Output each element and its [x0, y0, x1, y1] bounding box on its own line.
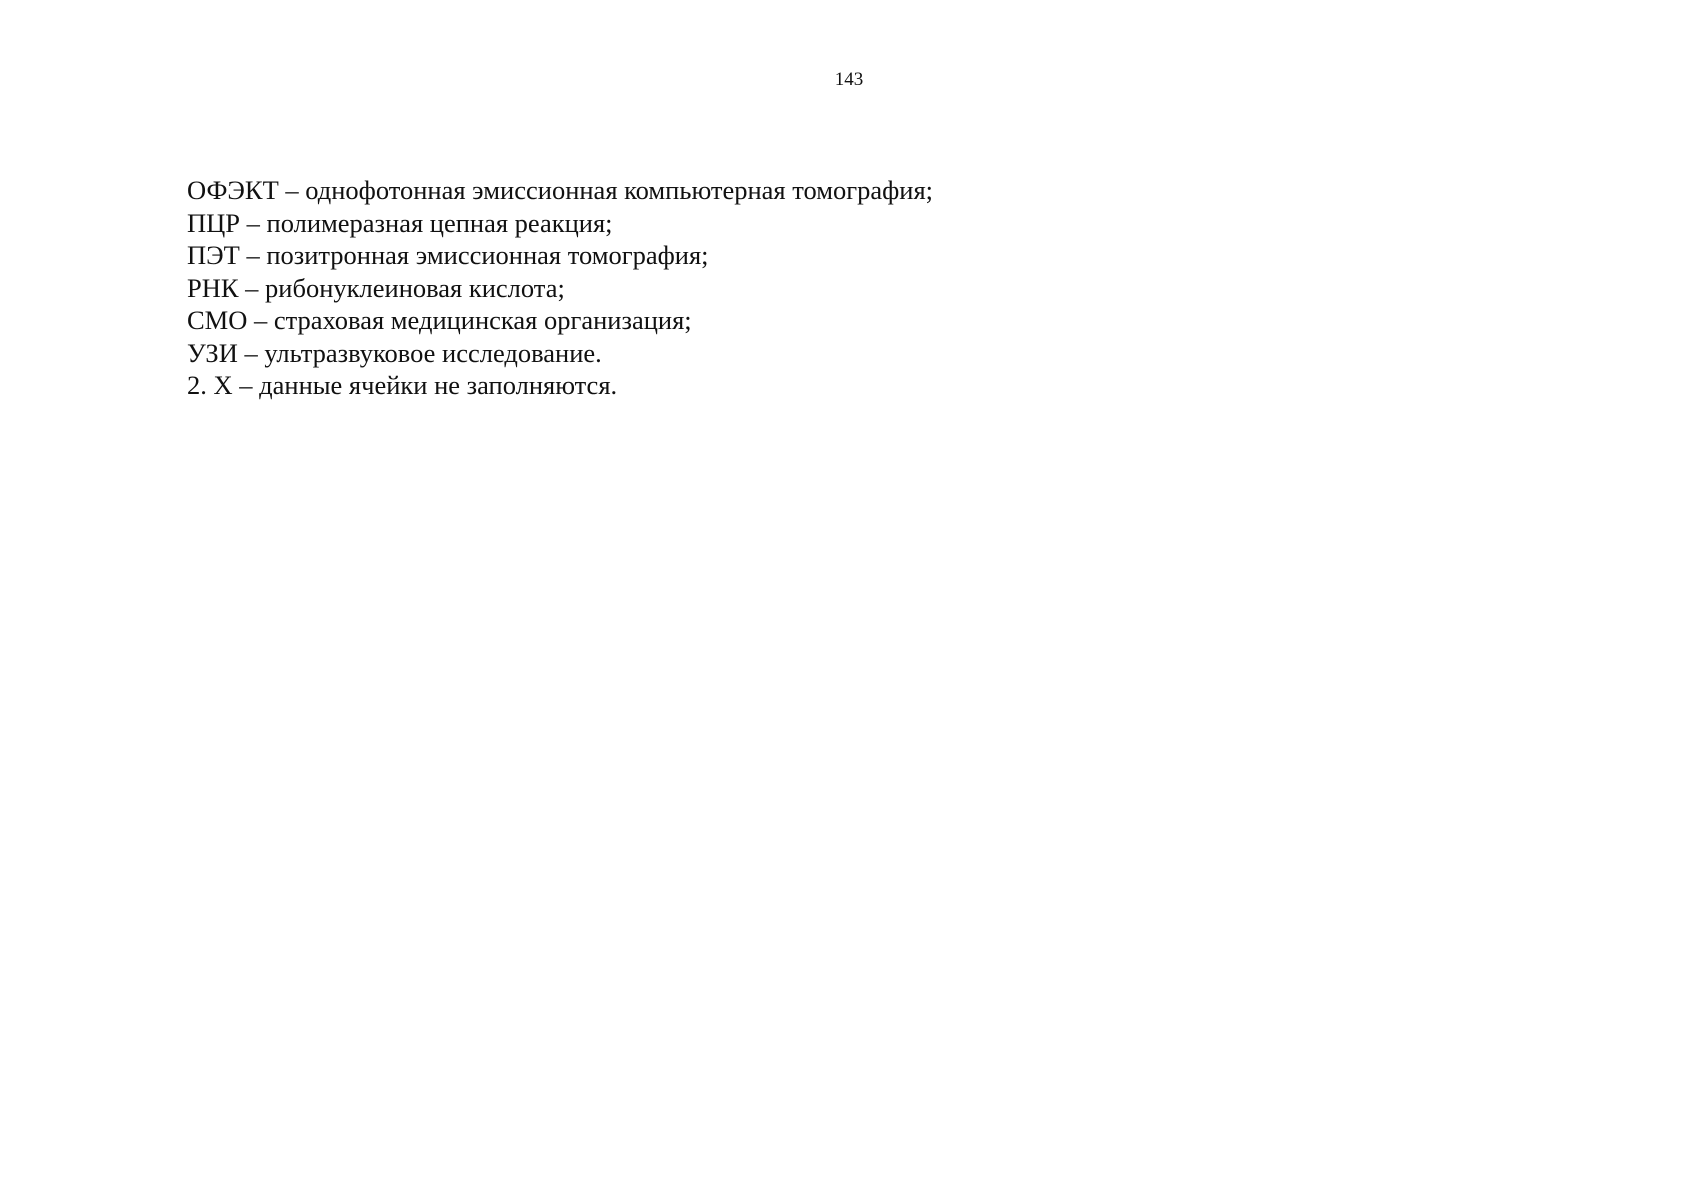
note-line: 2. X – данные ячейки не заполняются. — [187, 370, 618, 400]
page-number: 143 — [834, 69, 864, 90]
note-line: ПЭТ – позитронная эмиссионная томография; — [187, 240, 709, 270]
note-line: ПЦР – полимеразная цепная реакция; — [187, 207, 613, 238]
note-line: СМО – страховая медицинская организация; — [187, 305, 692, 335]
note-line: УЗИ – ультразвуковое исследование. — [187, 337, 602, 368]
note-line: РНК – рибонуклеиновая кислота; — [187, 272, 565, 303]
note-line: ОФЭКТ – однофотонная эмиссионная компьютерная томография; — [187, 175, 934, 205]
abbreviation-list — [187, 174, 933, 402]
